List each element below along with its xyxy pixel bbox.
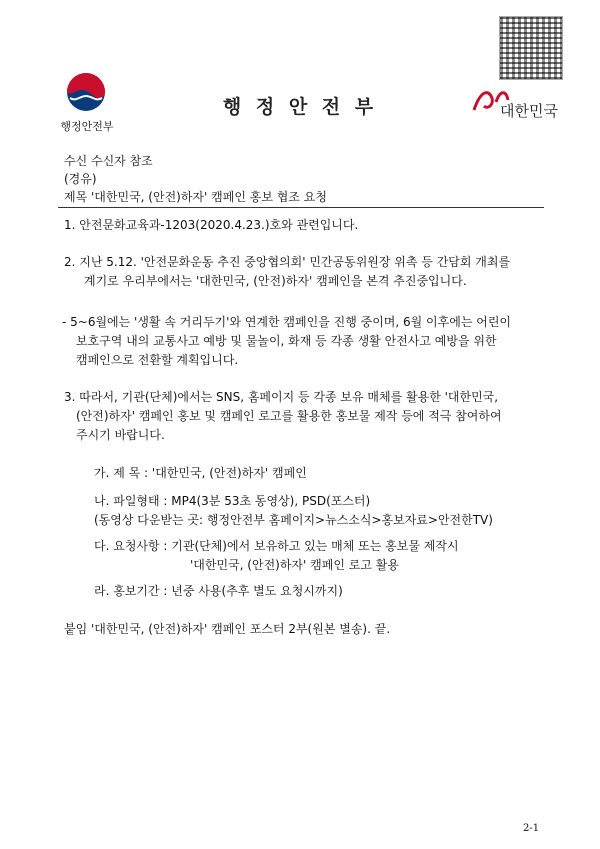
paragraph-1: 1. 안전문화교육과-1203(2020.4.23.)호와 관련입니다. bbox=[64, 218, 359, 232]
via-line: (경유) bbox=[64, 172, 97, 186]
item-ga: 가. 제 목 : '대한민국, (안전)하자' 캠페인 bbox=[94, 466, 307, 480]
recipient-line: 수신 수신자 참조 bbox=[64, 154, 153, 168]
org-name-label: 행정안전부 bbox=[60, 120, 114, 133]
item-na-line-1: 나. 파일형태 : MP4(3분 53초 동영상), PSD(포스터) bbox=[94, 494, 371, 508]
item-da-line-1: 다. 요청사항 : 기관(단체)에서 보유하고 있는 매체 또는 홍보물 제작시 bbox=[94, 539, 459, 553]
item-da-line-2: '대한민국, (안전)하자' 캠페인 로고 활용 bbox=[190, 558, 399, 572]
paragraph-3-line-3: 캠페인으로 전환할 계획입니다. bbox=[76, 353, 239, 367]
paragraph-2-line-2: 계기로 우리부에서는 '대한민국, (안전)하자' 캠페인을 본격 추진중입니다. bbox=[84, 274, 467, 288]
page-number: 2-1 bbox=[523, 823, 540, 834]
subject-line: 제목 '대한민국, (안전)하자' 캠페인 홍보 협조 요청 bbox=[64, 190, 327, 204]
attachment-line: 붙임 '대한민국, (안전)하자' 캠페인 포스터 2부(원본 별송). 끝. bbox=[64, 622, 391, 636]
paragraph-4-line-3: 주시기 바랍니다. bbox=[76, 428, 165, 442]
header-divider bbox=[58, 207, 544, 208]
document-title: 행 정 안 전 부 bbox=[222, 96, 378, 118]
qr-code-icon bbox=[499, 16, 563, 80]
svg-text:대한민국: 대한민국 bbox=[500, 102, 558, 120]
paragraph-2-line-1: 2. 지난 5.12. '안전문화운동 추진 중앙협의회' 민간공동위원장 위촉 등 간담회 개최를 bbox=[64, 255, 511, 269]
paragraph-3-line-2: 보호구역 내의 교통사고 예방 및 물놀이, 화재 등 각종 생활 안전사고 예방을 위한 bbox=[76, 334, 497, 348]
paragraph-4-line-1: 3. 따라서, 기관(단체)에서는 SNS, 홈페이지 등 각종 보유 매체를 활용한 '대한민국, bbox=[64, 390, 499, 404]
slogan-logo bbox=[466, 80, 566, 126]
paragraph-4-line-2: (안전)하자' 캠페인 홍보 및 캠페인 로고를 활용한 홍보물 제작 등에 적극 참여하여 bbox=[76, 409, 502, 423]
paragraph-3-line-1: - 5~6월에는 '생활 속 거리두기'와 연계한 캠페인을 진행 중이며, 6월 이후에는 어린이 bbox=[62, 315, 512, 329]
item-ra: 라. 홍보기간 : 년중 사용(추후 별도 요청시까지) bbox=[94, 584, 343, 598]
item-na-line-2: (동영상 다운받는 곳: 행정안전부 홈페이지>뉴스소식>홍보자료>안전한TV) bbox=[94, 513, 493, 527]
